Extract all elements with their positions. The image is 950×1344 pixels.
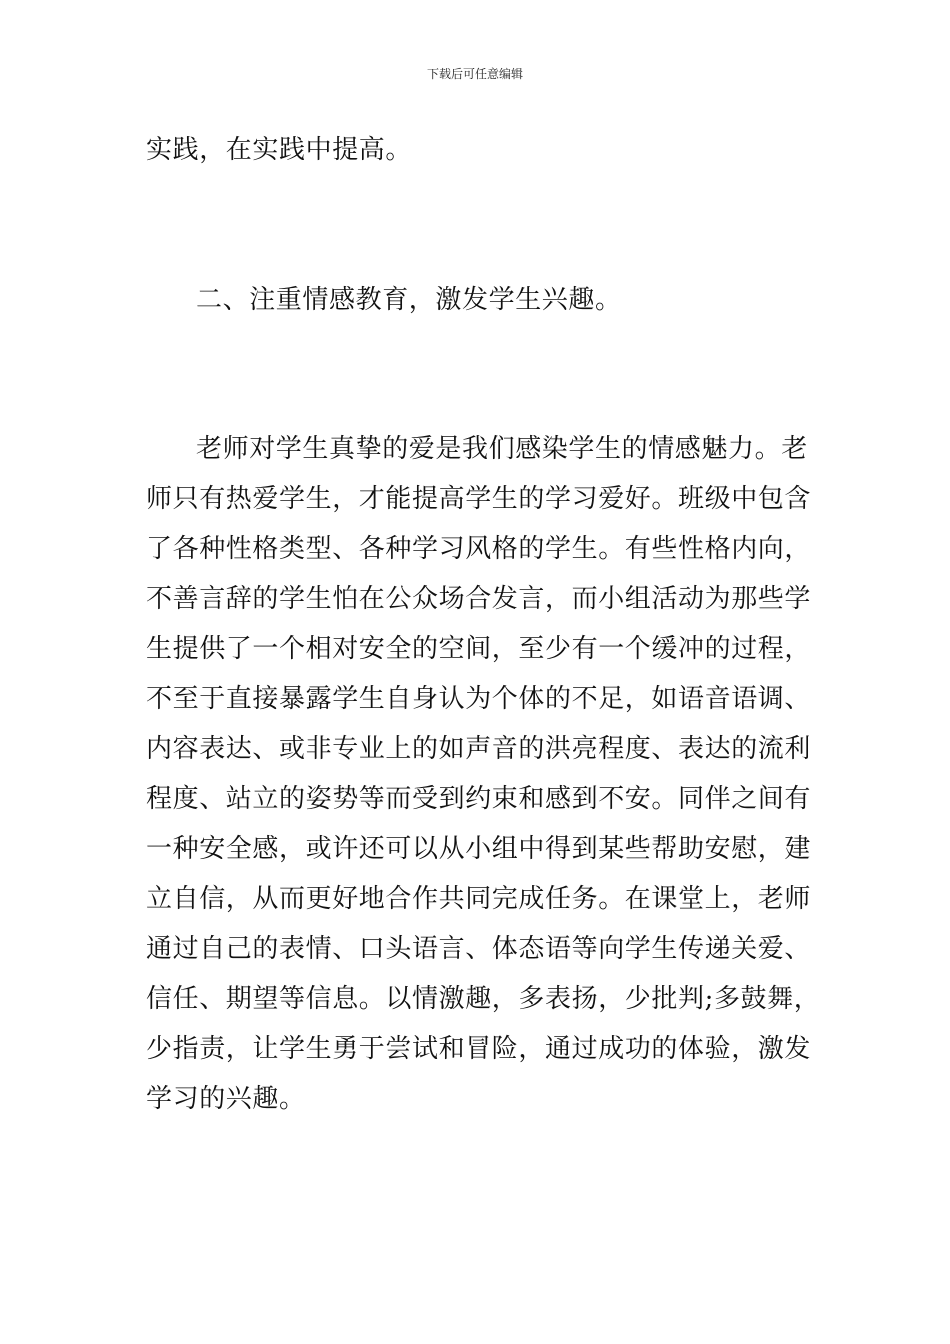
section-heading: 二、注重情感教育，激发学生兴趣。: [196, 285, 622, 315]
paragraph-line: 程度、站立的姿势等而受到约束和感到不安。同伴之间有: [146, 784, 812, 814]
continuation-text: 实践，在实践中提高。: [146, 135, 413, 165]
paragraph-line: 少指责，让学生勇于尝试和冒险，通过成功的体验，激发: [146, 1034, 812, 1064]
page-header: 下载后可任意编辑: [426, 67, 523, 81]
paragraph-line: 立自信，从而更好地合作共同完成任务。在课堂上，老师: [146, 884, 812, 914]
paragraph-line: 内容表达、或非专业上的如声音的洪亮程度、表达的流利: [146, 734, 812, 764]
paragraph-line: 不至于直接暴露学生自身认为个体的不足，如语音语调、: [146, 684, 812, 714]
paragraph-line: 师只有热爱学生，才能提高学生的学习爱好。班级中包含: [146, 484, 812, 514]
paragraph-line: 生提供了一个相对安全的空间，至少有一个缓冲的过程，: [146, 634, 812, 664]
paragraph-line: 学习的兴趣。: [146, 1084, 306, 1114]
paragraph-line: 通过自己的表情、口头语言、体态语等向学生传递关爱、: [146, 934, 812, 964]
paragraph-line: 老师对学生真挚的爱是我们感染学生的情感魅力。老: [196, 434, 808, 464]
paragraph-line: 一种安全感，或许还可以从小组中得到某些帮助安慰，建: [146, 834, 812, 864]
paragraph-line: 信任、期望等信息。以情激趣，多表扬，少批判;多鼓舞，: [146, 984, 821, 1014]
paragraph-line: 了各种性格类型、各种学习风格的学生。有些性格内向，: [146, 534, 812, 564]
paragraph-line: 不善言辞的学生怕在公众场合发言，而小组活动为那些学: [146, 584, 812, 614]
